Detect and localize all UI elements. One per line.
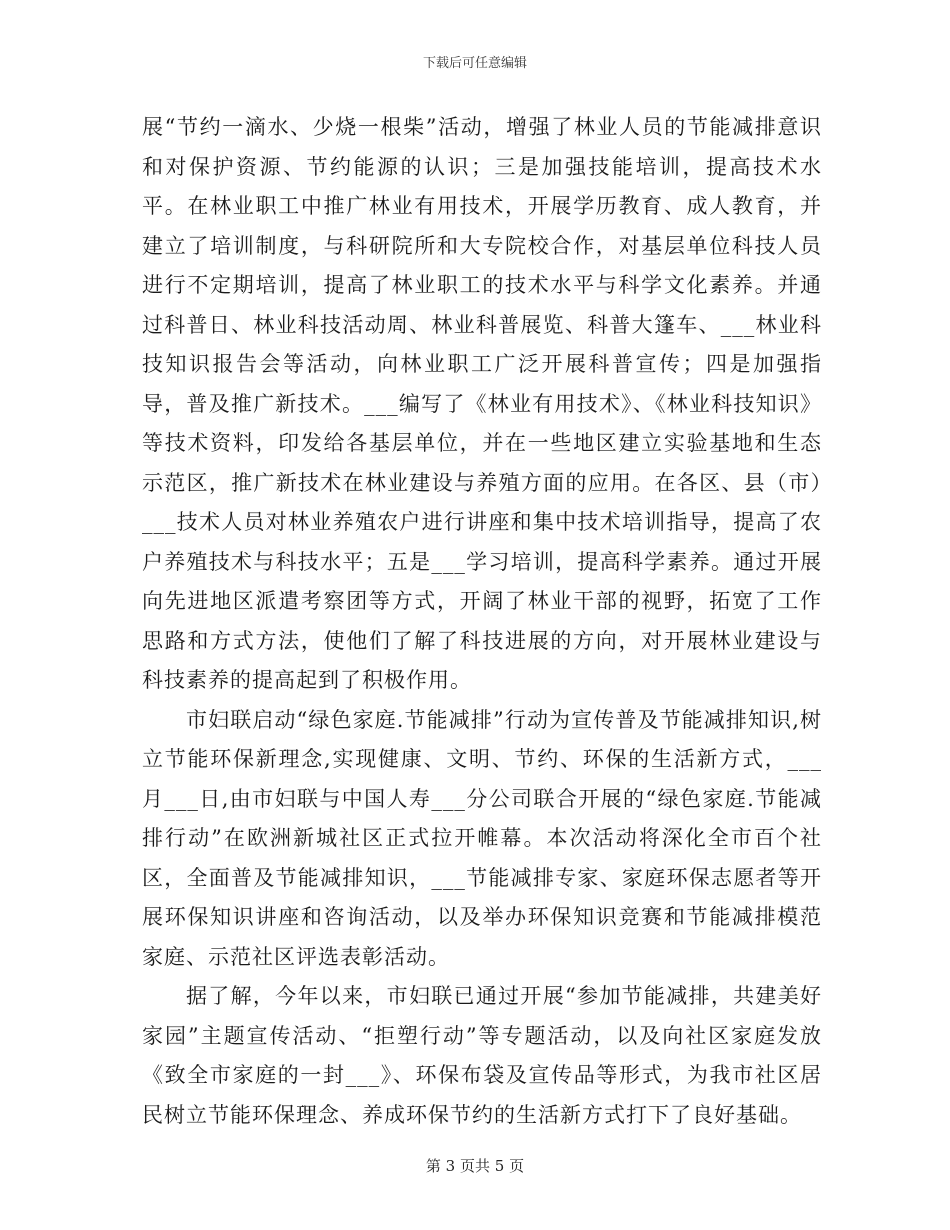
paragraph-womens-federation-activities: 据了解，今年以来，市妇联已通过开展“参加节能减排，共建美好家园”主题宣传活动、“拒塑行动”等专题活动，以及向社区家庭发放《致全市家庭的一封___》、环保布袋及宣传品等形式，为我市社区居民树立节能环保理念、养成环保节约的生活新方式打下了良好基础。: [142, 984, 822, 1127]
page-header: 下载后可任意编辑: [422, 56, 527, 71]
paragraph-forestry-training: 展“节约一滴水、少烧一根柴”活动，增强了林业人员的节能减排意识和对保护资源、节约能源的认识；三是加强技能培训，提高技术水平。在林业职工中推广林业有用技术，开展学历教育、成人教育，并建立了培训制度，与科研院所和大专院校合作，对基层单位科技人员进行不定期培训，提高了林业职工的技术水平与科学文化素养。并通过科普日、林业科技活动周、林业科普展览、科普大篷车、___林业科技知识报告会等活动，向林业职工广泛开展科普宣传；四是加强指导，普及推广新技术。___编写了《林业有用技术》、《林业科技知识》等技术资料，印发给各基层单位，并在一些地区建立实验基地和生态示范区，推广新技术在林业建设与养殖方面的应用。在各区、县（市）___技术人员对林业养殖农户进行讲座和集中技术培训指导，提高了农户养殖技术与科技水平；五是___学习培训，提高科学素养。通过开展向先进地区派遣考察团等方式，开阔了林业干部的视野，拓宽了工作思路和方式方法，使他们了解了科技进展的方向，对开展林业建设与科技素养的提高起到了积极作用。: [142, 115, 822, 692]
page-number-footer: 第 3 页共 5 页: [425, 1157, 525, 1175]
paragraph-green-family-campaign: 市妇联启动“绿色家庭.节能减排”行动为宣传普及节能减排知识,树立节能环保新理念,实现健康、文明、节约、环保的生活新方式，___月___日,由市妇联与中国人寿___分公司联合开展的“绿色家庭.节能减排行动”在欧洲新城社区正式拉开帷幕。本次活动将深化全市百个社区，全面普及节能减排知识，___节能减排专家、家庭环保志愿者等开展环保知识讲座和咨询活动，以及举办环保知识竞赛和节能减排模范家庭、示范社区评选表彰活动。: [142, 707, 822, 969]
document-body: [142, 108, 822, 1135]
